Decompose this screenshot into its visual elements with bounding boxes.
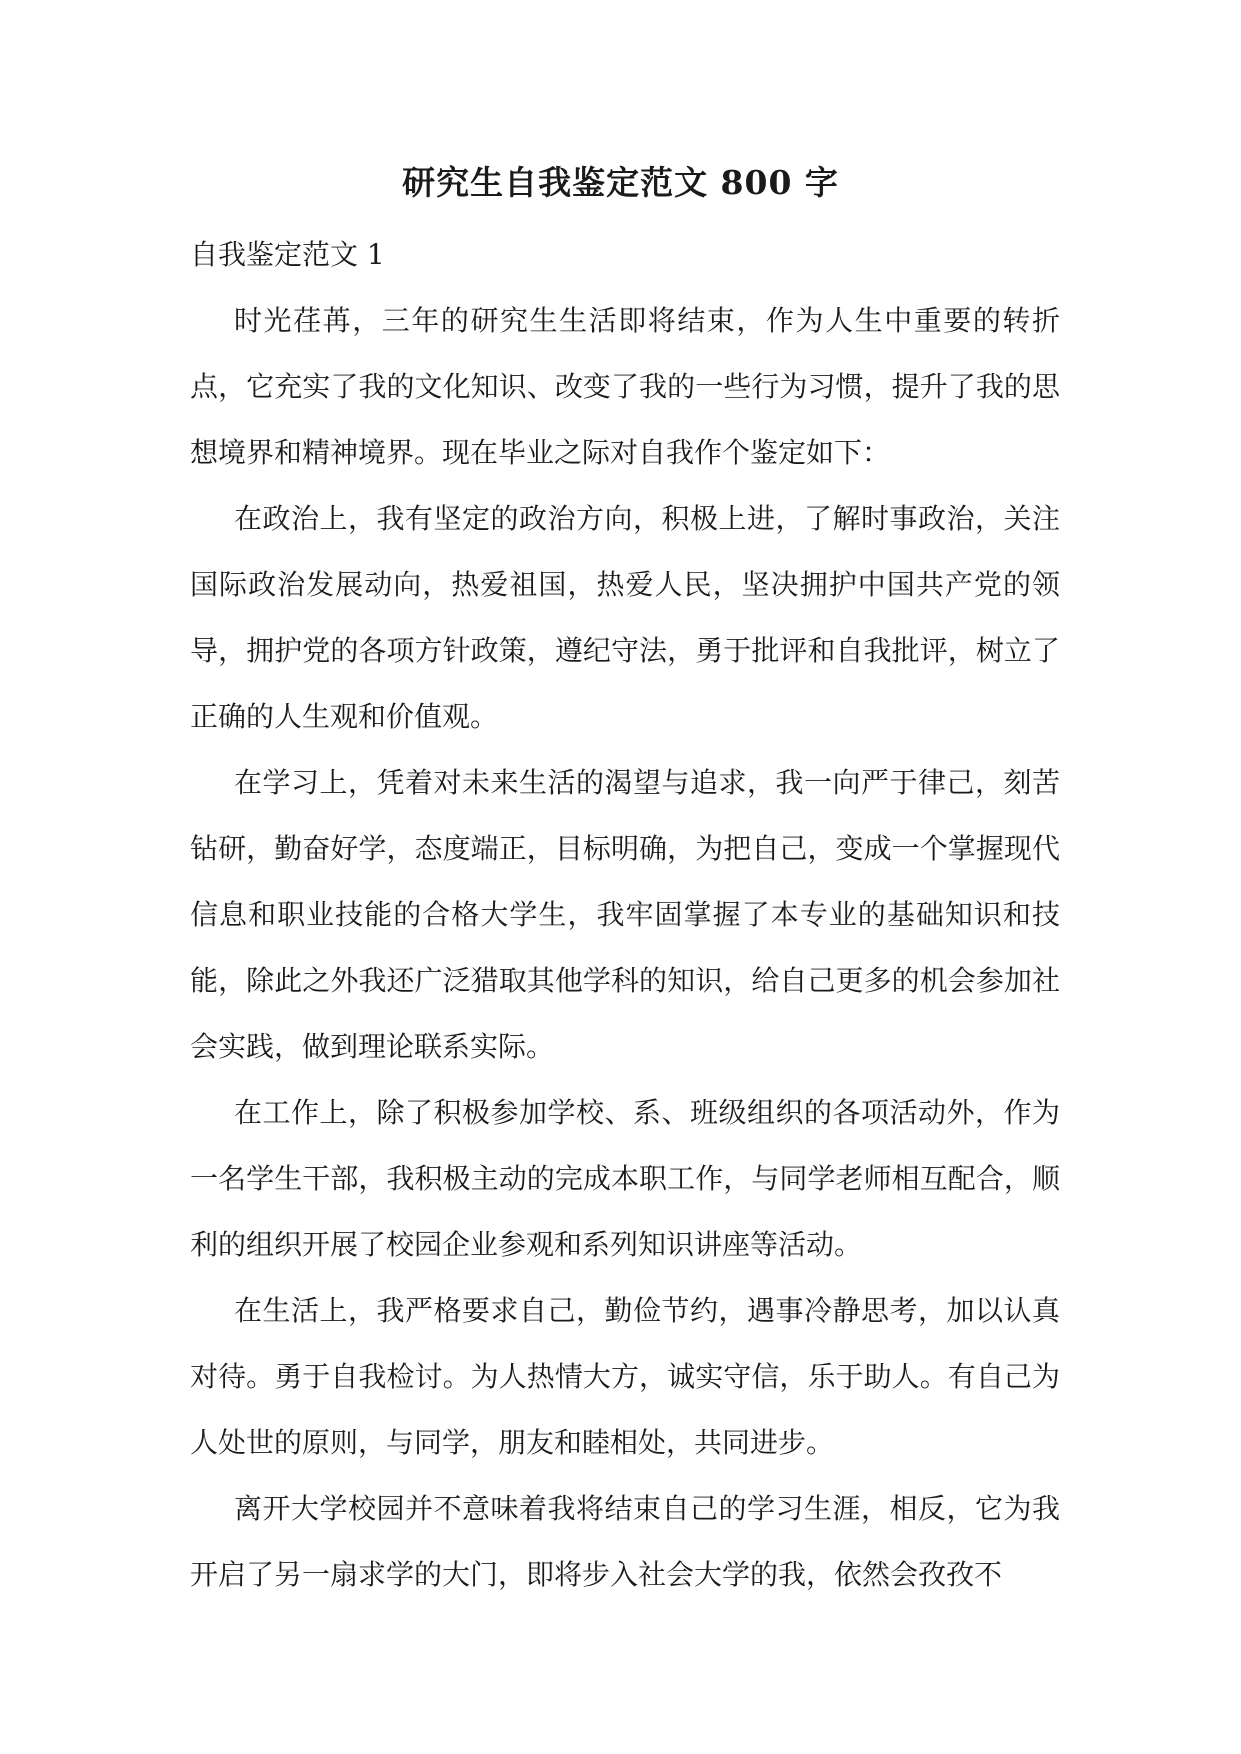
paragraph-future: 离开大学校园并不意味着我将结束自己的学习生涯，相反，它为我开启了另一扇求学的大门，即将步入社会大学的我，依然会孜孜不 [190,1492,1060,1591]
paragraph-politics: 在政治上，我有坚定的政治方向，积极上进，了解时事政治，关注国际政治发展动向，热爱祖国，热爱人民，坚决拥护中国共产党的领导，拥护党的各项方针政策，遵纪守法，勇于批评和自我批评，树立了正确的人生观和价值观。 [190,502,1060,733]
section-heading: 自我鉴定范文 1 [190,238,385,271]
paragraph-work: 在工作上，除了积极参加学校、系、班级组织的各项活动外，作为一名学生干部，我积极主动的完成本职工作，与同学老师相互配合，顺利的组织开展了校园企业参观和系列知识讲座等活动。 [190,1096,1060,1261]
paragraph-life: 在生活上，我严格要求自己，勤俭节约，遇事冷静思考，加以认真对待。勇于自我检讨。为人热情大方，诚实守信，乐于助人。有自己为人处世的原则，与同学，朋友和睦相处，共同进步。 [190,1294,1060,1459]
document-title: 研究生自我鉴定范文 800 字 [402,163,839,202]
paragraph-study: 在学习上，凭着对未来生活的渴望与追求，我一向严于律己，刻苦钻研，勤奋好学，态度端正，目标明确，为把自己，变成一个掌握现代信息和职业技能的合格大学生，我牢固掌握了本专业的基础知识和技能，除此之外我还广泛猎取其他学科的知识，给自己更多的机会参加社会实践，做到理论联系实际。 [190,766,1060,1063]
paragraph-intro: 时光荏苒，三年的研究生生活即将结束，作为人生中重要的转折点，它充实了我的文化知识、改变了我的一些行为习惯，提升了我的思想境界和精神境界。现在毕业之际对自我作个鉴定如下： [190,304,1060,469]
document-body [190,222,1060,1608]
